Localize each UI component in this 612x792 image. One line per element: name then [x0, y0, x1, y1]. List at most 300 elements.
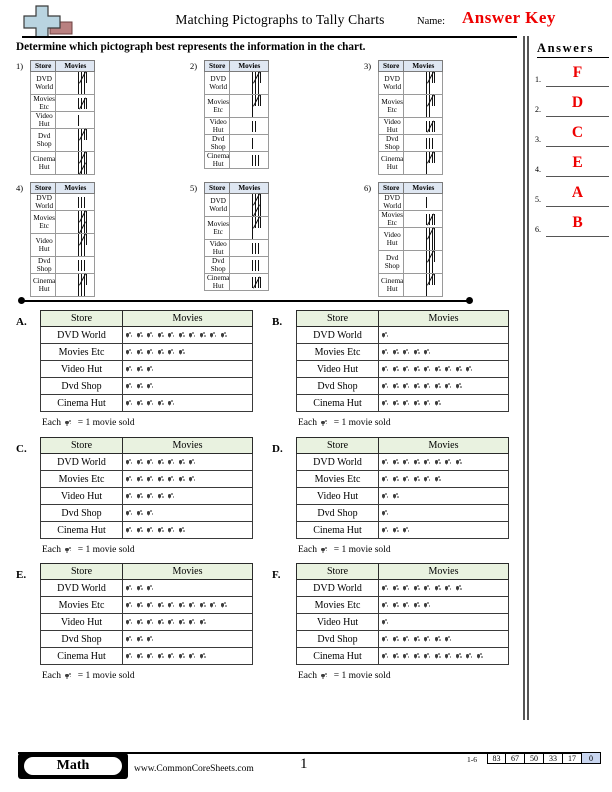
movie-icon: [158, 493, 166, 500]
table-row: [205, 257, 269, 274]
answer-value[interactable]: B: [572, 214, 583, 231]
tally-table: [30, 60, 95, 175]
column-header-movies: Movies: [379, 564, 509, 580]
movie-icon: [168, 602, 176, 609]
movie-icon: [393, 400, 401, 407]
page-title: Matching Pictographs to Tally Charts: [175, 12, 385, 27]
table-row: [379, 118, 443, 135]
movie-icon: [403, 585, 411, 592]
store-name-cell: DVD World: [31, 194, 56, 211]
store-name-cell: Video Hut: [41, 614, 123, 631]
table-row: [205, 118, 269, 135]
movie-icon: [168, 459, 176, 466]
movie-icon: [414, 653, 422, 660]
tally-marks-cell: [230, 95, 269, 118]
movie-icon: [65, 672, 73, 679]
answer-value[interactable]: A: [571, 184, 584, 201]
column-header-store: Store: [41, 438, 123, 454]
movie-icon: [445, 459, 453, 466]
table-row: [31, 274, 95, 297]
tally-group-partial: [426, 163, 439, 174]
store-name-cell: DVD World: [205, 72, 230, 95]
movie-icons-cell: [379, 522, 509, 539]
store-name-cell: Movies Etc: [41, 344, 123, 361]
table-row: [41, 614, 253, 631]
section-divider: [22, 300, 472, 302]
movie-icon: [424, 636, 432, 643]
store-name-cell: Video Hut: [205, 240, 230, 257]
tally-group-of-five: [426, 152, 439, 163]
movie-icon: [382, 332, 390, 339]
movie-icons-cell: [123, 522, 253, 539]
store-name-cell: Cinema Hut: [41, 395, 123, 412]
answer-number: 2.: [535, 105, 541, 114]
header-divider: [22, 36, 517, 38]
movie-icon: [189, 602, 197, 609]
subject-badge: [18, 753, 128, 779]
movie-icon: [456, 459, 464, 466]
movie-icon: [382, 527, 390, 534]
movie-icon: [403, 602, 411, 609]
answer-row: [535, 64, 609, 90]
answer-row: [535, 154, 609, 180]
answer-number: 5.: [535, 195, 541, 204]
tally-group-of-five: [426, 228, 439, 239]
tally-marks-cell: [404, 211, 443, 228]
movie-icon: [424, 366, 432, 373]
table-row: [297, 614, 509, 631]
movie-icon: [424, 602, 432, 609]
tally-marks-cell: [230, 274, 269, 291]
movie-icon: [137, 383, 145, 390]
movie-icon: [424, 585, 432, 592]
movie-icon: [126, 400, 134, 407]
movie-icon: [179, 476, 187, 483]
table-row: [297, 648, 509, 665]
movie-icon: [137, 527, 145, 534]
movie-icon: [179, 653, 187, 660]
table-row: [41, 505, 253, 522]
option-letter: D.: [272, 443, 283, 455]
movie-icon: [210, 332, 218, 339]
plus-eraser-logo-icon: [22, 4, 78, 38]
tally-group-of-five: [78, 129, 91, 140]
store-name-cell: Video Hut: [41, 361, 123, 378]
movie-icon: [414, 636, 422, 643]
table-row: [41, 395, 253, 412]
answer-line: [546, 206, 609, 207]
store-name-cell: Movies Etc: [297, 471, 379, 488]
tally-marks-cell: [404, 194, 443, 211]
movie-icon: [158, 332, 166, 339]
movie-icons-cell: [123, 488, 253, 505]
answer-value[interactable]: C: [571, 124, 584, 141]
score-box: 50: [525, 752, 544, 764]
answers-divider-left: [523, 36, 525, 720]
movie-icon: [382, 400, 390, 407]
site-url: www.CommonCoreSheets.com: [134, 764, 254, 774]
option-letter: A.: [16, 316, 27, 328]
movie-icon: [382, 383, 390, 390]
store-name-cell: Video Hut: [379, 228, 404, 251]
movie-icon: [466, 653, 474, 660]
tally-group-partial: [252, 260, 265, 271]
movie-icon: [137, 476, 145, 483]
table-row: [41, 488, 253, 505]
movie-icon: [137, 636, 145, 643]
store-name-cell: DVD World: [41, 580, 123, 597]
store-name-cell: DVD World: [31, 72, 56, 95]
table-row: [41, 344, 253, 361]
pictograph-table: [40, 437, 253, 539]
movie-icon: [382, 366, 390, 373]
table-row: [41, 648, 253, 665]
store-name-cell: Cinema Hut: [31, 152, 56, 175]
instructions-text: Determine which pictograph best represents the information in the chart.: [16, 41, 366, 53]
score-box: 0: [582, 752, 601, 764]
column-header-store: Store: [297, 311, 379, 327]
tally-marks-cell: [56, 234, 95, 257]
movie-icon: [435, 383, 443, 390]
movie-icon: [168, 476, 176, 483]
movie-icon: [466, 366, 474, 373]
name-field-value[interactable]: Answer Key: [462, 8, 556, 27]
table-row: [31, 234, 95, 257]
tally-group-partial: [426, 239, 439, 250]
tally-marks-cell: [230, 240, 269, 257]
movie-icon: [147, 383, 155, 390]
score-box: 67: [506, 752, 525, 764]
tally-table: [378, 60, 443, 175]
movie-icon: [445, 636, 453, 643]
column-header-movies: Movies: [379, 438, 509, 454]
store-name-cell: Movies Etc: [379, 95, 404, 118]
tally-group-of-five: [78, 211, 91, 222]
movie-icon: [147, 510, 155, 517]
table-row: [297, 631, 509, 648]
movie-icon: [179, 349, 187, 356]
column-header-movies: Movies: [230, 183, 269, 194]
movie-icon: [126, 476, 134, 483]
movie-icon: [477, 653, 485, 660]
movie-icon: [403, 653, 411, 660]
movie-icon: [126, 459, 134, 466]
answer-number: 4.: [535, 165, 541, 174]
movie-icons-cell: [379, 614, 509, 631]
movie-icon: [65, 419, 73, 426]
movie-icon: [168, 653, 176, 660]
movie-icon: [414, 459, 422, 466]
movie-icon: [382, 636, 390, 643]
movie-icon: [137, 400, 145, 407]
tally-marks-cell: [56, 257, 95, 274]
tally-marks-cell: [404, 95, 443, 118]
tally-group-partial: [252, 106, 265, 117]
subject-badge-label: Math: [24, 757, 122, 775]
movie-icons-cell: [379, 327, 509, 344]
tally-group-partial: [78, 140, 91, 151]
movie-icons-cell: [123, 597, 253, 614]
store-name-cell: Video Hut: [379, 118, 404, 135]
answer-value[interactable]: F: [572, 64, 583, 81]
column-header-movies: Movies: [123, 311, 253, 327]
table-row: [297, 471, 509, 488]
movie-icon: [424, 400, 432, 407]
movie-icons-cell: [379, 631, 509, 648]
table-row: [297, 597, 509, 614]
column-header-store: Store: [379, 183, 404, 194]
tally-table: [30, 182, 95, 297]
option-letter: E.: [16, 569, 27, 581]
movie-icon: [158, 602, 166, 609]
column-header-movies: Movies: [404, 61, 443, 72]
tally-marks-cell: [404, 251, 443, 274]
store-name-cell: DVD World: [297, 580, 379, 597]
tally-marks-cell: [56, 72, 95, 95]
store-name-cell: Dvd Shop: [297, 631, 379, 648]
table-row: [297, 505, 509, 522]
store-name-cell: DVD World: [297, 327, 379, 344]
answer-line: [546, 236, 609, 237]
movie-icon: [158, 459, 166, 466]
movie-icon: [168, 493, 176, 500]
movie-icons-cell: [379, 395, 509, 412]
tally-group-partial: [78, 245, 91, 256]
movie-icon: [147, 602, 155, 609]
movie-icon: [168, 527, 176, 534]
movie-icon: [403, 383, 411, 390]
table-row: [379, 211, 443, 228]
tally-table: [204, 182, 269, 291]
column-header-movies: Movies: [123, 438, 253, 454]
tally-group-of-five: [78, 222, 91, 233]
store-name-cell: Movies Etc: [41, 597, 123, 614]
movie-icon: [137, 510, 145, 517]
pictograph-legend: Each = 1 movie sold: [298, 545, 391, 556]
table-row: [205, 194, 269, 217]
table-row: [297, 361, 509, 378]
tally-marks-cell: [230, 217, 269, 240]
tally-group-partial: [78, 83, 91, 94]
movie-icons-cell: [123, 454, 253, 471]
tally-marks-cell: [56, 211, 95, 234]
store-name-cell: Dvd Shop: [205, 135, 230, 152]
movie-icon: [158, 619, 166, 626]
movie-icon: [435, 636, 443, 643]
movie-icon: [382, 459, 390, 466]
movie-icon: [382, 510, 390, 517]
tally-marks-cell: [56, 112, 95, 129]
table-row: [297, 488, 509, 505]
table-row: [205, 274, 269, 291]
pictograph-table: [40, 563, 253, 665]
page-header: [0, 0, 612, 40]
answer-line: [546, 146, 609, 147]
answer-number: 3.: [535, 135, 541, 144]
table-row: [205, 152, 269, 169]
pictograph-table: [296, 310, 509, 412]
pictograph-table: [40, 310, 253, 412]
tally-group-partial: [426, 285, 439, 296]
movie-icon: [445, 366, 453, 373]
movie-icon: [435, 400, 443, 407]
movie-icon: [445, 585, 453, 592]
movie-icon: [126, 653, 134, 660]
movie-icon: [179, 619, 187, 626]
table-row: [379, 228, 443, 251]
store-name-cell: Dvd Shop: [297, 505, 379, 522]
table-row: [379, 95, 443, 118]
answer-row: [535, 214, 609, 240]
tally-marks-cell: [404, 135, 443, 152]
store-name-cell: Dvd Shop: [379, 251, 404, 274]
answer-value[interactable]: E: [572, 154, 583, 171]
movie-icon: [126, 366, 134, 373]
movie-icon: [414, 476, 422, 483]
movie-icons-cell: [123, 505, 253, 522]
movie-icon: [179, 332, 187, 339]
column-header-movies: Movies: [56, 183, 95, 194]
tally-group-partial: [78, 260, 91, 271]
table-row: [297, 580, 509, 597]
movie-icon: [147, 653, 155, 660]
answer-number: 6.: [535, 225, 541, 234]
movie-icon: [435, 476, 443, 483]
store-name-cell: DVD World: [379, 72, 404, 95]
tally-marks-cell: [230, 118, 269, 135]
tally-marks-cell: [230, 72, 269, 95]
movie-icon: [393, 527, 401, 534]
tally-marks-cell: [56, 95, 95, 112]
store-name-cell: Movies Etc: [379, 211, 404, 228]
table-row: [379, 251, 443, 274]
movie-icon: [126, 636, 134, 643]
tally-group-partial: [78, 197, 91, 208]
tally-group-partial: [426, 106, 439, 117]
answers-heading: Answers: [537, 41, 609, 58]
store-name-cell: Video Hut: [31, 234, 56, 257]
movie-icon: [158, 653, 166, 660]
movie-icon: [137, 653, 145, 660]
movie-icon: [435, 459, 443, 466]
tally-marks-cell: [404, 72, 443, 95]
store-name-cell: Movies Etc: [41, 471, 123, 488]
table-row: [205, 135, 269, 152]
movie-icon: [435, 366, 443, 373]
movie-icon: [126, 493, 134, 500]
score-range-label: 1-6: [467, 755, 477, 764]
tally-table: [378, 182, 443, 297]
movie-icon: [393, 653, 401, 660]
answer-line: [546, 116, 609, 117]
store-name-cell: Cinema Hut: [297, 648, 379, 665]
store-name-cell: Dvd Shop: [205, 257, 230, 274]
table-row: [205, 72, 269, 95]
movie-icon: [147, 366, 155, 373]
table-row: [297, 327, 509, 344]
movie-icon: [200, 619, 208, 626]
tally-group-partial: [426, 83, 439, 94]
tally-marks-cell: [230, 257, 269, 274]
movie-icon: [456, 383, 464, 390]
store-name-cell: Cinema Hut: [379, 152, 404, 175]
movie-icon: [221, 602, 229, 609]
answer-row: [535, 184, 609, 210]
store-name-cell: Dvd Shop: [31, 129, 56, 152]
movie-icon: [147, 332, 155, 339]
movie-icon: [210, 602, 218, 609]
table-row: [31, 72, 95, 95]
movie-icon: [403, 476, 411, 483]
movie-icon: [147, 400, 155, 407]
store-name-cell: DVD World: [379, 194, 404, 211]
tally-group-of-five: [426, 251, 439, 262]
tally-table: [204, 60, 269, 169]
movie-icons-cell: [123, 361, 253, 378]
store-name-cell: Movies Etc: [297, 344, 379, 361]
option-letter: B.: [272, 316, 283, 328]
movie-icon: [65, 546, 73, 553]
movie-icon: [403, 400, 411, 407]
column-header-store: Store: [31, 183, 56, 194]
table-row: [297, 522, 509, 539]
table-row: [379, 194, 443, 211]
table-row: [297, 454, 509, 471]
column-header-store: Store: [41, 311, 123, 327]
movie-icon: [321, 672, 329, 679]
table-row: [297, 344, 509, 361]
movie-icons-cell: [123, 614, 253, 631]
table-row: [31, 112, 95, 129]
answer-value[interactable]: D: [571, 94, 584, 111]
store-name-cell: Video Hut: [205, 118, 230, 135]
table-row: [41, 522, 253, 539]
movie-icon: [393, 459, 401, 466]
movie-icon: [445, 383, 453, 390]
question-number: 5): [190, 183, 198, 193]
tally-group-of-five: [252, 277, 265, 288]
tally-marks-cell: [404, 228, 443, 251]
movie-icon: [403, 459, 411, 466]
movie-icons-cell: [379, 378, 509, 395]
store-name-cell: DVD World: [41, 454, 123, 471]
table-row: [41, 454, 253, 471]
question-number: 4): [16, 183, 24, 193]
column-header-store: Store: [297, 438, 379, 454]
page-number: 1: [300, 756, 308, 772]
movie-icon: [424, 459, 432, 466]
store-name-cell: Cinema Hut: [31, 274, 56, 297]
movie-icon: [126, 383, 134, 390]
movie-icon: [126, 585, 134, 592]
movie-icon: [382, 602, 390, 609]
tally-group-partial: [252, 83, 265, 94]
movie-icon: [435, 585, 443, 592]
movie-icons-cell: [123, 631, 253, 648]
movie-icon: [189, 476, 197, 483]
table-row: [41, 361, 253, 378]
movie-icon: [321, 546, 329, 553]
movie-icon: [414, 585, 422, 592]
movie-icons-cell: [379, 505, 509, 522]
column-header-movies: Movies: [404, 183, 443, 194]
movie-icon: [393, 493, 401, 500]
store-name-cell: Dvd Shop: [41, 631, 123, 648]
table-row: [205, 240, 269, 257]
movie-icon: [382, 493, 390, 500]
movie-icons-cell: [123, 327, 253, 344]
table-row: [41, 471, 253, 488]
